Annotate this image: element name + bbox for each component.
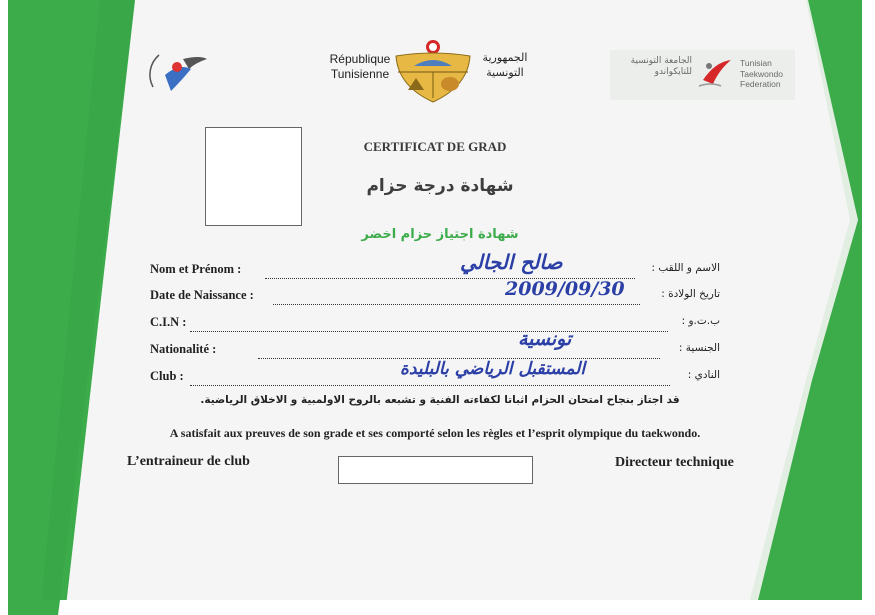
- photo-box: [205, 127, 302, 226]
- federation-name-ar: الجامعة التونسية للتايكواندو: [630, 56, 692, 77]
- republic-title-ar: الجمهورية التونسية: [482, 51, 528, 79]
- field-label-fr: Nom et Prénom :: [150, 262, 242, 276]
- statement-ar: قد اجتاز بنجاح امتحان الحزام اثباتا لكفاءته الفنية و تشبعه بالروح الاولمبية و الاخلاق الرياضية.: [200, 394, 680, 406]
- statement-fr: A satisfait aux preuves de son grade et ses comporté selon les règles et l’esprit olympique du taekwondo.: [169, 426, 701, 440]
- field-row-cin: [150, 315, 720, 335]
- field-label-ar: ب.ت.و :: [681, 315, 720, 327]
- field-label-ar: النادي :: [687, 369, 720, 381]
- certificate-title-fr: CERTIFICAT DE GRAD: [363, 139, 507, 154]
- field-dotted-line: [190, 385, 670, 386]
- handwritten-birthdate: 2009/09/30: [505, 278, 625, 300]
- field-label-fr: Nationalité :: [150, 342, 217, 356]
- field-label-ar: تاريخ الولادة :: [661, 288, 720, 300]
- stamp-box: [338, 456, 533, 484]
- world-taekwondo-logo: [145, 45, 215, 105]
- tunisian-federation-icon: [695, 52, 737, 92]
- field-label-fr: Club :: [150, 369, 184, 383]
- signature-club-trainer: L’entraineur de club: [127, 454, 250, 469]
- handwritten-nationality: تونسية: [518, 328, 572, 350]
- field-dotted-line: [273, 304, 640, 305]
- federation-name-en: Tunisian Taekwondo Federation: [740, 58, 784, 89]
- field-row-name: [150, 250, 720, 282]
- field-dotted-line: [190, 331, 668, 332]
- field-row-club: [150, 359, 720, 389]
- tunisia-coat-of-arms: [388, 38, 478, 106]
- field-label-fr: Date de Naissance :: [150, 288, 254, 302]
- field-label-fr: C.I.N :: [150, 315, 187, 329]
- republic-title-fr: République Tunisienne: [329, 52, 391, 81]
- field-label-ar: الاسم و اللقب :: [651, 262, 720, 274]
- green-belt-subtitle-ar: شهادة اجتياز حزام اخضر: [361, 227, 519, 242]
- handwritten-name: صالح الجالي: [460, 250, 563, 274]
- signature-technical-director: Directeur technique: [615, 455, 734, 470]
- field-row-birthdate: [150, 278, 720, 308]
- handwritten-club: المستقبل الرياضي بالبليدة: [400, 359, 586, 379]
- field-label-ar: الجنسية :: [678, 342, 720, 354]
- certificate-title-ar: شهادة درجة حزام: [366, 176, 514, 196]
